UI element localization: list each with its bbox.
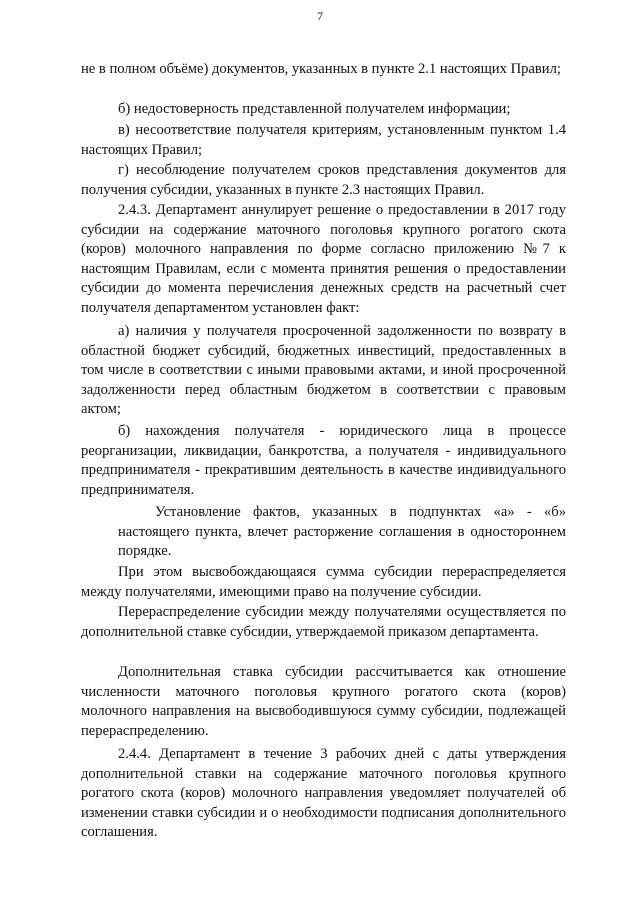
paragraph-continuation: не в полном объёме) документов, указанных в пункте 2.1 настоящих Правил;: [81, 61, 561, 77]
paragraph-2-4-4: 2.4.4. Департамент в течение 3 рабочих дней с даты утверждения дополнительной ставки на содержание маточного поголовья крупного рогатого скота (коров) молочного направления уведомляет получателей об изменении ставки субсидии и о необходимости подписания дополнительного соглашения.: [81, 746, 566, 841]
paragraph-fact-a: а) наличия у получателя просроченной задолженности по возврату в областной бюджет субсидий, бюджетных инвестиций, предоставленных в том числе в соответствии с иными правовыми актами, и иной просроченной задолженности перед областным бюджетом в соответствии с правовым актом;: [81, 323, 566, 418]
paragraph-fact-b: б) нахождения получателя - юридического лица в процессе реорганизации, ликвидации, банкротства, а получателя - индивидуального предпринимателя - прекратившим деятельность в качестве индивидуального предпринимателя.: [81, 423, 566, 498]
paragraph-item-v: в) несоответствие получателя критериям, установленным пунктом 1.4 настоящих Правил;: [81, 122, 566, 158]
paragraph-2-4-3: 2.4.3. Департамент аннулирует решение о предоставлении в 2017 году субсидии на содержание маточного поголовья крупного рогатого скота (коров) молочного направления по форме согласно приложению №7 к настоящим Правилам, если с момента принятия решения о предоставлении субсидии до момента перечисления денежных средств на расчетный счет получателя департаментом установлен факт:: [81, 202, 566, 316]
paragraph-redistribution-sum: При этом высвобождающаяся сумма субсидии перераспределяется между получателями, имеющими право на получение субсидии.: [81, 564, 566, 600]
paragraph-facts-consequence: Установление фактов, указанных в подпунктах «а» - «б» настоящего пункта, влечет расторжение соглашения в одностороннем порядке.: [118, 504, 566, 560]
paragraph-item-b: б) недостоверность представленной получателем информации;: [118, 101, 511, 117]
page-number: 7: [317, 9, 323, 23]
paragraph-additional-rate: Дополнительная ставка субсидии рассчитывается как отношение численности маточного поголовья крупного рогатого скота (коров) молочного направления на высвободившуюся сумму субсидии, подлежащей перераспределению.: [81, 664, 566, 739]
paragraph-item-g: г) несоблюдение получателем сроков представления документов для получения субсидии, указанных в пункте 2.3 настоящих Правил.: [81, 162, 566, 198]
paragraph-redistribution-rate: Перераспределение субсидии между получателями осуществляется по дополнительной ставке субсидии, утверждаемой приказом департамента.: [81, 604, 566, 640]
